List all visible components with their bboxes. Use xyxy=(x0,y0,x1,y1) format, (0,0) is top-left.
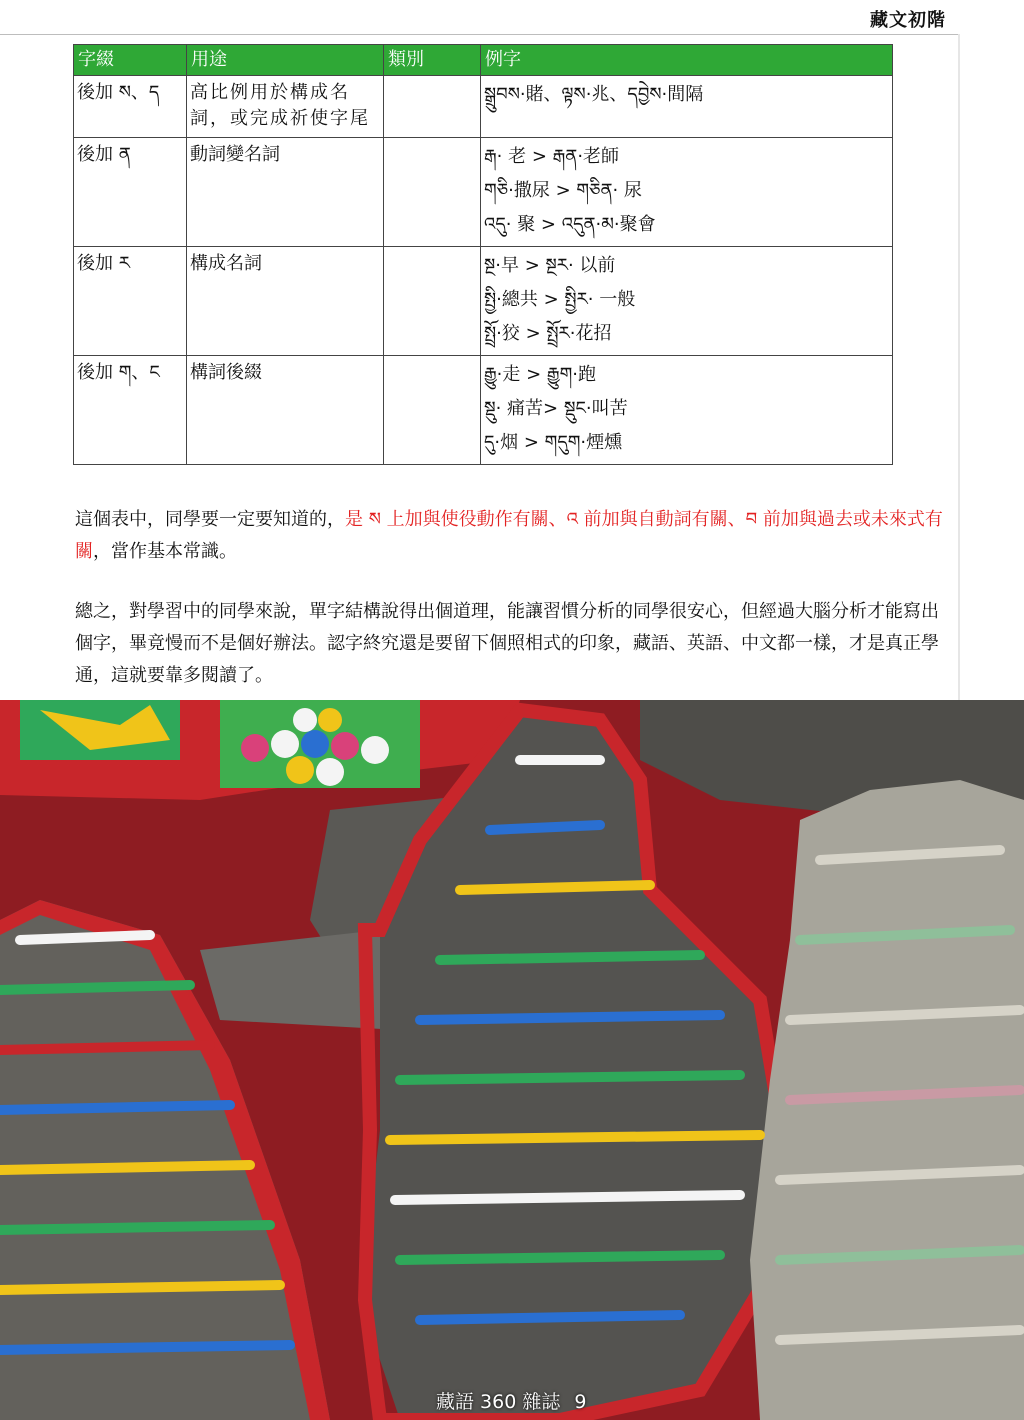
magazine-name: 藏語 360 雜誌 xyxy=(436,1391,561,1413)
usage-cell: 構成名詞 xyxy=(187,247,384,356)
header-affix: 字綴 xyxy=(74,45,187,76)
category-cell xyxy=(384,247,481,356)
side-rule xyxy=(958,34,960,700)
mani-stones-illustration xyxy=(0,700,1024,1420)
affix-cell: 後加 ག、ང xyxy=(74,356,187,465)
affix-cell: 後加 ས、ད xyxy=(74,76,187,138)
header-examples: 例字 xyxy=(481,45,893,76)
table-row xyxy=(74,356,893,465)
affix-cell: 後加 ན xyxy=(74,138,187,247)
examples-cell xyxy=(481,356,893,465)
paragraph-conclusion: 總之，對學習中的同學來說，單字結構說得出個道理，能讓習慣分析的同學很安心，但經過大腦分析才能寫出個字，畢竟慢而不是個好辦法。認字終究還是要留下個照相式的印象，藏語、英語、中文都一樣，才是真正學通，這就要靠多閱讀了。 xyxy=(75,601,939,686)
running-title: 藏文初階 xyxy=(870,10,946,31)
examples-cell xyxy=(481,247,893,356)
header-rule xyxy=(0,34,958,35)
example-line: འདུ· 聚 > འདུན·མ·聚會 xyxy=(484,214,656,235)
examples-cell xyxy=(481,76,893,138)
affix-table xyxy=(73,44,893,465)
page-number: 9 xyxy=(574,1391,587,1413)
category-cell xyxy=(384,356,481,465)
usage-cell: 高比例用於構成名詞，或完成祈使字尾 xyxy=(187,76,384,138)
table-row xyxy=(74,138,893,247)
usage-cell: 構詞後綴 xyxy=(187,356,384,465)
example-line: སྔ·早 > སྔར· 以前 xyxy=(484,255,616,276)
mani-stones-photo xyxy=(0,700,1024,1420)
example-line: དུ·烟 > གདུག·煙燻 xyxy=(484,432,623,453)
example-line: སྒྲུབས·賭、ལྟས·兆、དབྱེས·間隔 xyxy=(484,84,704,105)
table-row xyxy=(74,76,893,138)
category-cell xyxy=(384,138,481,247)
example-line: གཅི·撒尿 > གཅིན· 尿 xyxy=(484,180,642,201)
examples-cell xyxy=(481,138,893,247)
paragraph-key-points xyxy=(75,504,951,568)
header-category: 類別 xyxy=(384,45,481,76)
example-line: སྤྱི·總共 > སྤྱིར· 一般 xyxy=(484,289,636,310)
highlighted-text: 是 ས 上加與使役動作有關、འ 前加與自動詞有關、བ 前加與過去或未來式有關 xyxy=(75,509,943,562)
page-footer xyxy=(436,1387,586,1414)
category-cell xyxy=(384,76,481,138)
table-header-row xyxy=(74,45,893,76)
paragraph-text: 這個表中，同學要一定要知道的， xyxy=(75,509,345,530)
example-line: སྤྲོ·狡 > སྤྲོར·花招 xyxy=(484,323,612,344)
table-row xyxy=(74,247,893,356)
example-line: རྒ· 老 > རྒན·老師 xyxy=(484,146,620,167)
header-usage: 用途 xyxy=(187,45,384,76)
usage-cell: 動詞變名詞 xyxy=(187,138,384,247)
example-line: སྡུ· 痛苦> སྡུང·叫苦 xyxy=(484,398,628,419)
affix-cell: 後加 ར xyxy=(74,247,187,356)
paragraph-text: ，當作基本常識。 xyxy=(93,541,237,562)
example-line: རྒྱུ·走 > རྒྱུག·跑 xyxy=(484,364,596,385)
